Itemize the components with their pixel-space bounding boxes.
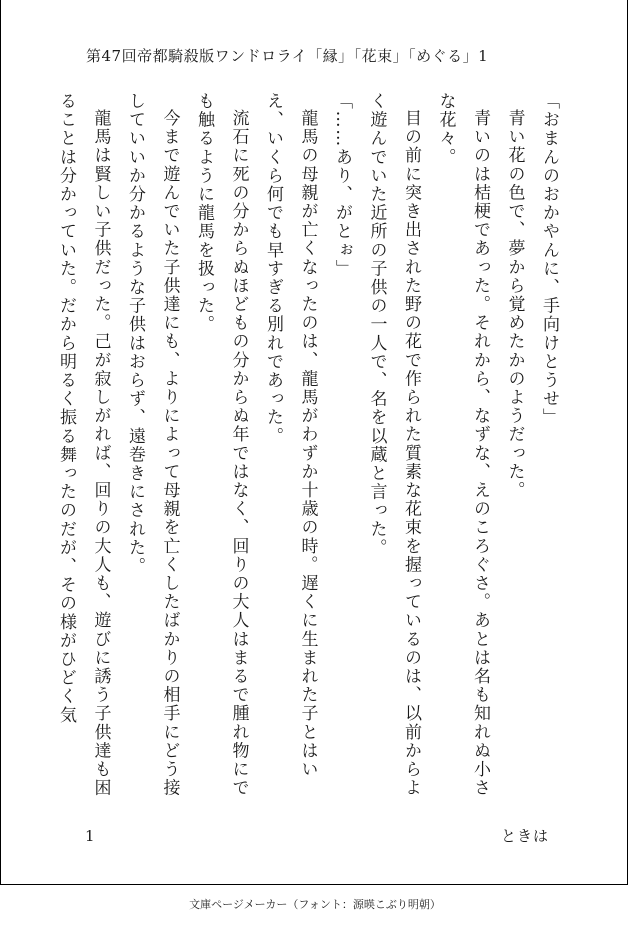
paragraph-quote: 「……あり、がとぉ」 bbox=[332, 92, 352, 278]
generator-credit: 文庫ページメーカー（フォント：源暎こぶり明朝） bbox=[189, 898, 441, 911]
paragraph: 龍馬は賢しい子供だった。己が寂しがれば、回りの大人も、遊びに誘う子供達も困ることは分かっていた。だから明るく振る舞ったのだが、その様がひどく気 bbox=[56, 92, 111, 798]
author-name: ときは bbox=[500, 827, 549, 845]
paragraph: 流石に死の分からぬほどもの分からぬ年ではなく、回りの大人はまるで腫れ物にでも触るように龍馬を扱った。 bbox=[194, 92, 249, 798]
page-number: 1 bbox=[85, 827, 95, 845]
paragraph: 龍馬の母親が亡くなったのは、龍馬がわずか十歳の時。遅くに生まれた子とはいえ、いくら何でも早すぎる別れであった。 bbox=[263, 92, 318, 779]
paragraph: 青いのは桔梗であった。それから、なずな、えのころぐさ。あとは名も知れぬ小さな花々。 bbox=[435, 92, 490, 798]
paragraph: 目の前に突き出された野の花で作られた質素な花束を握っているのは、以前からよく遊んでいた近所の子供の一人で、名を以蔵と言った。 bbox=[366, 92, 421, 798]
paragraph-quote: 「おまんのおかやんに、手向けとうせ」 bbox=[539, 92, 559, 427]
paragraph: 今まで遊んでいた子供達にも、よりによって母親を亡くしたばかりの相手にどう接していいか分かるような子供はおらず、遠巻きにされた。 bbox=[125, 92, 180, 798]
paragraph: 青い花の色で、夢から覚めたかのようだった。 bbox=[504, 109, 525, 500]
vertical-body-text bbox=[56, 92, 566, 804]
page-title: 第47回帝都騎殺版ワンドロライ「縁」「花束」「めぐる」1 bbox=[86, 47, 489, 65]
